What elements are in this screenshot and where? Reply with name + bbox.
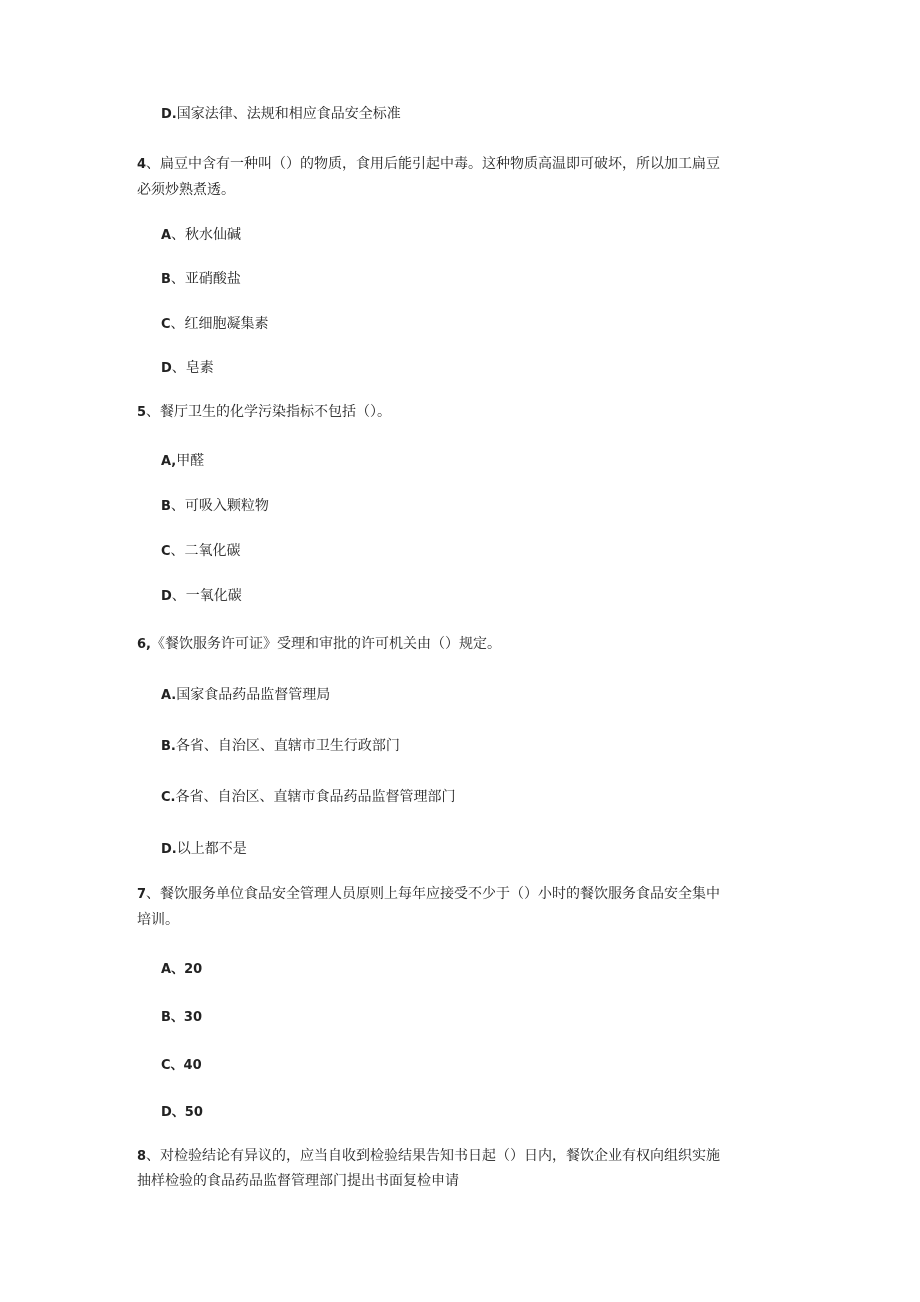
option-label: A xyxy=(161,962,172,977)
q4-option-c xyxy=(161,313,269,336)
question-text: 抽样检验的食品药品监督管理部门提出书面复检申请 xyxy=(137,1173,459,1189)
q7-question-line1 xyxy=(137,883,720,906)
option-text: 以上都不是 xyxy=(176,841,247,857)
q7-option-d xyxy=(161,1101,203,1124)
option-label: D xyxy=(161,361,172,376)
q6-option-a xyxy=(161,684,330,707)
q6-option-b xyxy=(161,735,400,758)
q4-question-line1 xyxy=(137,153,720,176)
option-label: C xyxy=(161,317,171,332)
question-number: 7 xyxy=(137,887,147,902)
question-number: 8 xyxy=(137,1149,147,1164)
option-label: B xyxy=(161,499,171,514)
option-text: 、二氧化碳 xyxy=(170,543,241,559)
option-label: C xyxy=(161,1058,171,1073)
option-label: B. xyxy=(161,739,176,754)
q4-option-d xyxy=(161,357,214,380)
q5-option-d xyxy=(161,585,242,608)
option-text: 、皂素 xyxy=(171,360,214,376)
question-number: 5 xyxy=(137,405,147,420)
q7-question-line2 xyxy=(137,909,179,931)
option-text: 、40 xyxy=(170,1058,202,1073)
option-text: 、秋水仙碱 xyxy=(171,227,242,243)
question-text: 、对检验结论有异议的，应当自收到检验结果告知书日起（）日内，餐饮企业有权向组织实施 xyxy=(146,1148,721,1164)
q8-question-line2 xyxy=(137,1170,459,1192)
option-text: 各省、自治区、直辖市食品药品监督管理部门 xyxy=(175,789,456,805)
option-text: 、红细胞凝集素 xyxy=(170,316,269,332)
option-label: B xyxy=(161,272,171,287)
option-label: C. xyxy=(161,790,176,805)
q7-option-c xyxy=(161,1054,202,1077)
option-label: A, xyxy=(161,454,177,469)
option-text: 国家法律、法规和相应食品安全标准 xyxy=(176,106,401,122)
q7-option-a xyxy=(161,958,202,981)
option-label: C xyxy=(161,544,171,559)
q5-question-line1 xyxy=(137,401,391,424)
option-text: 、可吸入颗粒物 xyxy=(170,498,269,514)
option-label: D xyxy=(161,589,172,604)
option-label: D xyxy=(161,1105,172,1120)
option-label: A xyxy=(161,228,172,243)
question-number: 6, xyxy=(137,637,151,652)
option-text: 甲醛 xyxy=(176,453,205,469)
q4-option-a xyxy=(161,224,241,247)
question-text: 培训。 xyxy=(137,912,179,928)
q6-option-d xyxy=(161,838,247,861)
option-text: 、20 xyxy=(171,962,203,977)
option-text: 、一氧化碳 xyxy=(171,588,242,604)
option-text: 国家食品药品监督管理局 xyxy=(176,687,331,703)
question-number: 4 xyxy=(137,157,147,172)
q5-option-a xyxy=(161,450,204,473)
option-text: 、30 xyxy=(170,1010,203,1025)
option-text: 、50 xyxy=(171,1105,203,1120)
option-label: A. xyxy=(161,688,177,703)
option-text: 各省、自治区、直辖市卫生行政部门 xyxy=(175,738,400,754)
q5-option-b xyxy=(161,495,269,518)
question-text: 、餐饮服务单位食品安全管理人员原则上每年应接受不少于（）小时的餐饮服务食品安全集中 xyxy=(146,886,721,902)
question-text: 《餐饮服务许可证》受理和审批的许可机关由（）规定。 xyxy=(150,636,501,652)
q4-question-line2 xyxy=(137,179,235,201)
option-label: D. xyxy=(161,842,177,857)
q5-option-c xyxy=(161,540,241,563)
q6-question-line1 xyxy=(137,633,501,656)
question-text: 、扁豆中含有一种叫（）的物质，食用后能引起中毒。这种物质高温即可破坏，所以加工扁豆 xyxy=(146,156,721,172)
q6-option-c xyxy=(161,786,455,809)
question-text: 、餐厅卫生的化学污染指标不包括（）。 xyxy=(146,404,392,420)
option-label: D. xyxy=(161,107,177,122)
q3-option-d xyxy=(161,103,401,126)
q7-option-b xyxy=(161,1006,202,1029)
option-label: B xyxy=(161,1010,171,1025)
option-text: 、亚硝酸盐 xyxy=(170,271,241,287)
q4-option-b xyxy=(161,268,241,291)
question-text: 必须炒熟煮透。 xyxy=(137,182,235,198)
q8-question-line1 xyxy=(137,1145,720,1168)
